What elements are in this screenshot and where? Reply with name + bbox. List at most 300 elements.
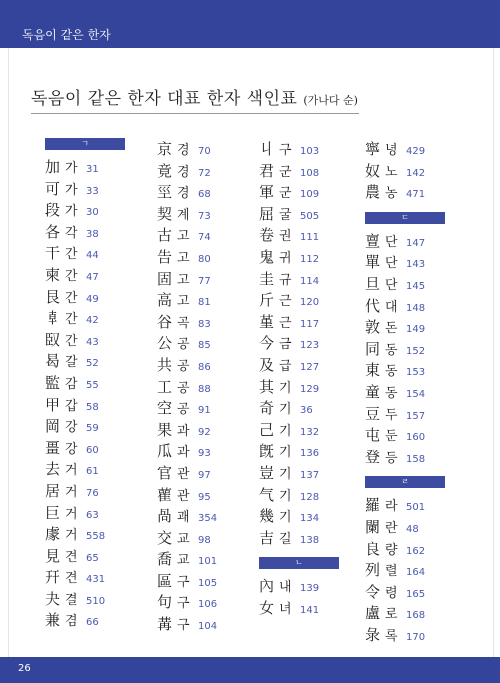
page-ref: 117	[300, 318, 320, 330]
hanja-char: 寧	[365, 140, 381, 158]
bottom-banner	[0, 657, 500, 683]
hanja-char: 瓜	[157, 442, 173, 461]
page-ref: 165	[406, 588, 426, 600]
hanja-char: 丩	[259, 140, 275, 158]
page-ref: 97	[198, 469, 211, 481]
index-entry	[365, 538, 457, 560]
hanja-char: 高	[157, 291, 173, 310]
hanja-char: 代	[365, 296, 381, 315]
hangul-reading: 돈	[385, 321, 398, 337]
hangul-reading: 경	[177, 186, 190, 202]
hangul-reading: 계	[177, 207, 190, 223]
page-ref: 139	[300, 583, 320, 595]
page-ref: 154	[406, 388, 426, 400]
hangul-reading: 공	[177, 337, 190, 353]
index-entry	[45, 307, 137, 329]
hanja-char: 去	[45, 460, 61, 479]
hangul-reading: 공	[177, 402, 190, 418]
page-ref: 81	[198, 297, 211, 309]
page-ref: 148	[406, 302, 426, 314]
hangul-reading: 굴	[279, 207, 292, 223]
page-ref: 510	[86, 595, 106, 607]
page-ref: 88	[198, 383, 211, 395]
hanja-char: 己	[259, 420, 275, 439]
hangul-reading: 각	[65, 225, 78, 241]
index-entry	[45, 523, 137, 545]
index-entry	[259, 597, 351, 619]
page-ref: 168	[406, 610, 426, 622]
hangul-reading: 란	[385, 520, 398, 536]
index-entry	[365, 494, 457, 516]
index-entry	[157, 181, 249, 203]
hangul-reading: 대	[385, 299, 398, 315]
page-ref: 108	[300, 167, 320, 179]
hanja-char: 喬	[157, 550, 173, 569]
page-ref: 141	[300, 604, 320, 616]
hangul-reading: 과	[177, 445, 190, 461]
page-ref: 162	[406, 545, 426, 557]
index-entry	[45, 329, 137, 351]
hanja-char: 巠	[157, 183, 173, 202]
hanja-char: 女	[259, 598, 275, 617]
page-ref: 76	[86, 487, 99, 499]
index-entry	[365, 251, 457, 273]
hanja-char: 農	[365, 183, 381, 202]
hangul-reading: 고	[177, 250, 190, 266]
page-ref: 101	[198, 556, 218, 568]
hanja-char: 可	[45, 179, 61, 198]
index-entry	[259, 138, 351, 160]
page-ref: 105	[198, 577, 218, 589]
hanja-char: 柬	[45, 265, 61, 284]
hanja-char: 軍	[259, 183, 275, 202]
index-entry	[157, 268, 249, 290]
hangul-reading: 규	[279, 272, 292, 288]
consonant-header: ㄷ	[365, 212, 445, 224]
hangul-reading: 경	[177, 143, 190, 158]
hanja-char: 古	[157, 226, 173, 245]
hanja-char: 空	[157, 399, 173, 418]
page-ref: 63	[86, 509, 99, 521]
page-ref: 103	[300, 146, 320, 157]
consonant-header: ㄹ	[365, 476, 445, 488]
hangul-reading: 내	[279, 580, 292, 596]
index-entry	[259, 224, 351, 246]
index-entry	[157, 203, 249, 225]
hangul-reading: 관	[177, 488, 190, 504]
top-banner	[0, 0, 500, 48]
page-ref: 111	[300, 232, 320, 244]
hangul-reading: 단	[385, 277, 398, 293]
hanja-char: 气	[259, 485, 275, 504]
page-ref: 134	[300, 513, 320, 525]
page-title-main: 독음이 같은 한자 대표 한자 색인표	[31, 89, 298, 109]
hangul-reading: 기	[279, 488, 292, 504]
page-ref: 170	[406, 631, 426, 643]
page-ref: 129	[300, 383, 320, 395]
hanja-char: 巨	[45, 503, 61, 522]
hanja-char: 亶	[365, 231, 381, 250]
hanja-char: 谷	[157, 312, 173, 331]
hanja-char: 及	[259, 355, 275, 374]
hangul-reading: 급	[279, 358, 292, 374]
hangul-reading: 기	[279, 510, 292, 526]
hanja-char: 曷	[45, 352, 61, 371]
page-ref: 61	[86, 466, 99, 478]
hangul-reading: 고	[177, 229, 190, 245]
index-entry	[157, 505, 249, 527]
index-entry	[157, 311, 249, 333]
index-entry	[45, 545, 137, 567]
hanja-char: 各	[45, 222, 61, 241]
hangul-reading: 거	[65, 484, 78, 500]
hangul-reading: 록	[385, 628, 398, 644]
index-entry	[259, 354, 351, 376]
index-entry	[365, 316, 457, 338]
index-entry	[157, 570, 249, 592]
index-entry	[365, 138, 457, 160]
index-entry	[259, 527, 351, 549]
page-ref: 85	[198, 340, 211, 352]
hangul-reading: 갈	[65, 355, 78, 371]
page-ref: 137	[300, 469, 320, 481]
page-ref: 160	[406, 432, 426, 444]
hangul-reading: 과	[177, 423, 190, 439]
page-ref: 157	[406, 410, 426, 422]
index-entry	[365, 381, 457, 403]
hangul-reading: 간	[65, 290, 78, 306]
index-entry	[157, 613, 249, 635]
hangul-reading: 곡	[177, 315, 190, 331]
page-ref: 145	[406, 280, 426, 292]
page-ref: 98	[198, 534, 211, 546]
hanja-char: 今	[259, 334, 275, 353]
hangul-reading: 기	[279, 380, 292, 396]
hanja-char: 闌	[365, 517, 381, 536]
hanja-char: 敦	[365, 318, 381, 337]
page-ref: 33	[86, 185, 99, 197]
index-entry	[365, 338, 457, 360]
page-ref: 354	[198, 513, 218, 525]
page-ref: 138	[300, 534, 320, 546]
hangul-reading: 견	[65, 549, 78, 565]
hangul-reading: 동	[385, 342, 398, 358]
hanja-char: 雚	[157, 485, 173, 504]
hanja-char: 臤	[45, 330, 61, 349]
page-ref: 164	[406, 567, 426, 579]
page-ref: 114	[300, 275, 320, 287]
hanja-char: 交	[157, 528, 173, 547]
hanja-char: 居	[45, 481, 61, 500]
index-column-3	[259, 138, 351, 618]
page-ref: 429	[406, 146, 426, 157]
index-entry	[259, 311, 351, 333]
hanja-char: 其	[259, 377, 275, 396]
hangul-reading: 금	[279, 337, 292, 353]
hangul-reading: 교	[177, 553, 190, 569]
hanja-char: 斤	[259, 291, 275, 310]
index-entry	[157, 548, 249, 570]
hanja-char: 堇	[259, 312, 275, 331]
index-entry	[157, 246, 249, 268]
index-entry	[157, 440, 249, 462]
index-column-2	[157, 138, 249, 635]
hangul-reading: 갑	[65, 398, 78, 414]
hangul-reading: 기	[279, 423, 292, 439]
hanja-char: 工	[157, 377, 173, 396]
index-entry	[157, 462, 249, 484]
hanja-char: 區	[157, 571, 173, 590]
hangul-reading: 량	[385, 542, 398, 558]
index-entry	[259, 246, 351, 268]
hanja-char: 岡	[45, 417, 61, 436]
hangul-reading: 고	[177, 272, 190, 288]
section-title: 독음이 같은 한자	[22, 28, 111, 42]
hangul-reading: 권	[279, 229, 292, 245]
hangul-reading: 간	[65, 333, 78, 349]
page-ref: 72	[198, 167, 211, 179]
hanja-char: 良	[365, 539, 381, 558]
index-entry	[365, 624, 457, 646]
page-ref: 60	[86, 444, 99, 456]
index-entry	[259, 376, 351, 398]
page-ref: 47	[86, 271, 99, 283]
page-ref: 143	[406, 259, 426, 271]
hangul-reading: 노	[385, 164, 398, 180]
index-entry	[365, 516, 457, 538]
index-entry	[259, 440, 351, 462]
hangul-reading: 기	[279, 466, 292, 482]
index-column-1	[45, 138, 137, 631]
hangul-reading: 가	[65, 182, 78, 198]
consonant-header: ㄴ	[259, 557, 339, 569]
hangul-reading: 간	[65, 247, 78, 263]
page-ref: 38	[86, 228, 99, 240]
page-ref: 65	[86, 552, 99, 564]
hanja-char: 加	[45, 158, 61, 176]
hanja-char: 屈	[259, 204, 275, 223]
page-ref: 30	[86, 207, 99, 219]
index-entry	[45, 588, 137, 610]
hanja-char: 卷	[259, 226, 275, 245]
hangul-reading: 공	[177, 358, 190, 374]
hanja-char: 單	[365, 253, 381, 272]
index-entry	[365, 273, 457, 295]
page-ref: 431	[86, 574, 106, 586]
index-entry	[259, 289, 351, 311]
hanja-char: 令	[365, 582, 381, 601]
hanja-char: 告	[157, 247, 173, 266]
page-ref: 92	[198, 426, 211, 438]
page-ref: 147	[406, 237, 426, 249]
page-ref: 70	[198, 146, 211, 157]
hanja-char: 見	[45, 546, 61, 565]
page-title-sub: (가나다 순)	[303, 94, 358, 107]
index-entry	[259, 505, 351, 527]
hanja-char: 幾	[259, 507, 275, 526]
hangul-reading: 교	[177, 531, 190, 547]
hangul-reading: 기	[279, 445, 292, 461]
page-ref: 136	[300, 448, 320, 460]
index-column-4	[365, 138, 457, 645]
hangul-reading: 길	[279, 531, 292, 547]
index-entry	[45, 156, 137, 178]
page-number: 26	[18, 663, 31, 674]
index-entry	[365, 181, 457, 203]
hanja-char: 艮	[45, 287, 61, 306]
index-entry	[365, 446, 457, 468]
index-entry	[157, 376, 249, 398]
hanja-char: 奴	[365, 161, 381, 180]
index-entry	[45, 286, 137, 308]
hanja-char: 咼	[157, 507, 173, 526]
hangul-reading: 관	[177, 466, 190, 482]
consonant-header: ㄱ	[45, 138, 125, 150]
hangul-reading: 구	[177, 574, 190, 590]
hangul-reading: 간	[65, 312, 78, 328]
hanja-char: 竟	[157, 161, 173, 180]
index-entry	[365, 295, 457, 317]
hanja-char: 段	[45, 201, 61, 220]
page-ref: 49	[86, 293, 99, 305]
hanja-char: 同	[365, 339, 381, 358]
page-ref: 80	[198, 253, 211, 265]
hanja-char: 句	[157, 593, 173, 612]
hanja-char: 彔	[365, 625, 381, 644]
page-ref: 91	[198, 405, 211, 417]
index-entry	[259, 397, 351, 419]
page-ref: 152	[406, 345, 426, 357]
hanja-char: 君	[259, 161, 275, 180]
index-entry	[157, 397, 249, 419]
hanja-char: 兼	[45, 611, 61, 630]
index-entry	[259, 484, 351, 506]
page-ref: 142	[406, 167, 426, 179]
hanja-char: 奇	[259, 399, 275, 418]
index-entry	[157, 354, 249, 376]
hangul-reading: 군	[279, 164, 292, 180]
hangul-reading: 구	[279, 143, 292, 158]
index-entry	[45, 394, 137, 416]
page-ref: 73	[198, 210, 211, 222]
page-ref: 558	[86, 531, 106, 543]
hanja-char: 京	[157, 140, 173, 158]
hanja-char: 固	[157, 269, 173, 288]
hanja-char: 官	[157, 463, 173, 482]
page-ref: 74	[198, 232, 211, 244]
hangul-reading: 견	[65, 571, 78, 587]
index-entry	[45, 178, 137, 200]
page-ref: 36	[300, 405, 313, 417]
hangul-reading: 구	[177, 618, 190, 634]
index-entry	[45, 350, 137, 372]
hangul-reading: 녕	[385, 143, 398, 158]
page-ref: 83	[198, 318, 211, 330]
page-ref: 95	[198, 491, 211, 503]
page-ref: 471	[406, 189, 426, 201]
hangul-reading: 고	[177, 294, 190, 310]
hangul-reading: 강	[65, 420, 78, 436]
hanja-char: 共	[157, 355, 173, 374]
hangul-reading: 경	[177, 164, 190, 180]
page-ref: 109	[300, 189, 320, 201]
index-entry	[45, 502, 137, 524]
hangul-reading: 군	[279, 186, 292, 202]
page-ref: 153	[406, 367, 426, 379]
index-entry	[45, 566, 137, 588]
index-entry	[259, 203, 351, 225]
page-ref: 93	[198, 448, 211, 460]
hangul-reading: 녀	[279, 601, 292, 617]
page-ref: 55	[86, 379, 99, 391]
page-ref: 43	[86, 336, 99, 348]
hanja-char: 旦	[365, 274, 381, 293]
hanja-char: 冓	[157, 615, 173, 634]
hanja-char: 鬼	[259, 247, 275, 266]
hangul-reading: 거	[65, 528, 78, 544]
index-entry	[157, 138, 249, 160]
hangul-reading: 기	[279, 402, 292, 418]
index-entry	[45, 199, 137, 221]
hangul-reading: 동	[385, 364, 398, 380]
index-entry	[259, 268, 351, 290]
hanja-char: 吉	[259, 528, 275, 547]
page-ref: 59	[86, 423, 99, 435]
index-entry	[45, 480, 137, 502]
index-entry	[157, 591, 249, 613]
page-ref: 505	[300, 210, 320, 222]
hangul-reading: 로	[385, 607, 398, 623]
index-entry	[259, 332, 351, 354]
index-entry	[45, 458, 137, 480]
hangul-reading: 강	[65, 441, 78, 457]
index-entry	[45, 437, 137, 459]
index-entry	[157, 332, 249, 354]
page-ref: 128	[300, 491, 320, 503]
hangul-reading: 동	[385, 385, 398, 401]
hanja-char: 公	[157, 334, 173, 353]
index-entry	[259, 160, 351, 182]
page-ref: 158	[406, 453, 426, 465]
hanja-char: 羅	[365, 496, 381, 515]
page-ref: 127	[300, 361, 320, 373]
index-entry	[157, 160, 249, 182]
hanja-char: 豦	[45, 525, 61, 544]
hangul-reading: 괘	[177, 510, 190, 526]
index-entry	[365, 581, 457, 603]
hanja-char: 屯	[365, 426, 381, 445]
hangul-reading: 거	[65, 463, 78, 479]
hanja-char: 夬	[45, 589, 61, 608]
index-entry	[365, 424, 457, 446]
page-ref: 123	[300, 340, 320, 352]
page-ref: 106	[198, 599, 218, 611]
index-entry	[365, 403, 457, 425]
hangul-reading: 거	[65, 506, 78, 522]
index-entry	[365, 602, 457, 624]
hanja-char: 內	[259, 577, 275, 596]
hangul-reading: 가	[65, 204, 78, 220]
hangul-reading: 라	[385, 499, 398, 515]
page-ref: 42	[86, 315, 99, 327]
hangul-reading: 단	[385, 256, 398, 272]
page-ref: 112	[300, 253, 320, 265]
page-ref: 58	[86, 401, 99, 413]
hanja-char: 干	[45, 244, 61, 263]
hangul-reading: 렬	[385, 564, 398, 580]
hanja-char: 幵	[45, 568, 61, 587]
hanja-char: 豈	[259, 463, 275, 482]
